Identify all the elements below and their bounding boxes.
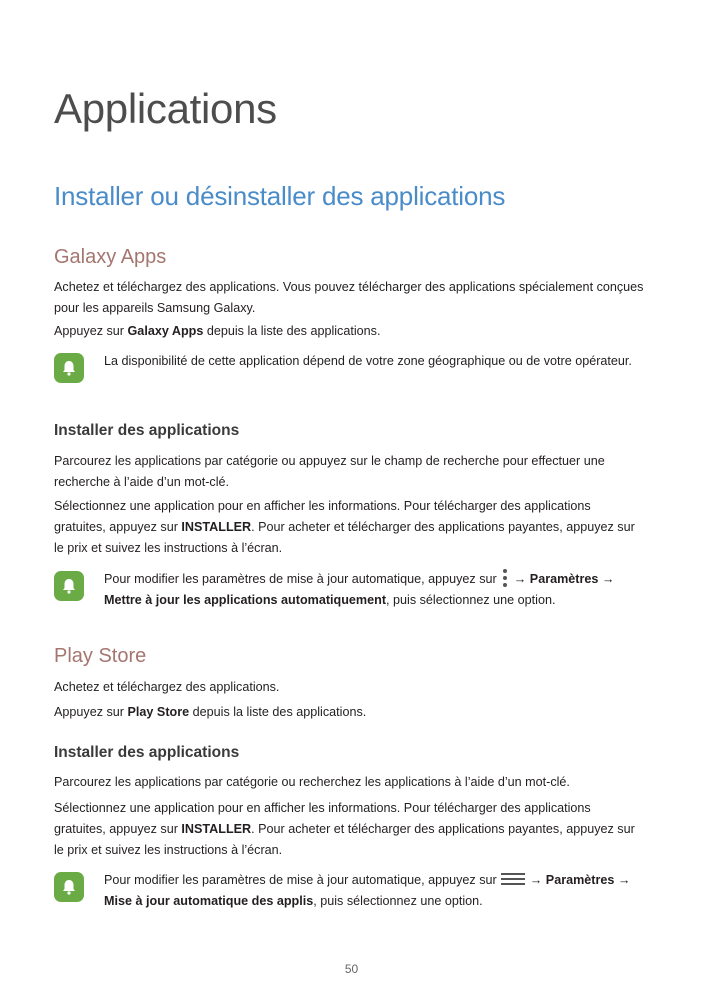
- play-select-paragraph: Sélectionnez une application pour en afficher les informations. Pour télécharger des applications gratuites, appuyez sur INSTALLER. Pour acheter et télécharger des applications payantes, appuyez sur le prix et suivez les instructions à l’écran.: [54, 801, 635, 857]
- more-options-icon: [500, 569, 510, 587]
- install-label: INSTALLER: [181, 822, 252, 836]
- chapter-title: Applications: [54, 85, 277, 132]
- galaxy-install-heading: Installer des applications: [54, 422, 240, 439]
- galaxy-intro-paragraph: Achetez et téléchargez des applications. Vous pouvez télécharger des applications spécialement conçues pour les appareils Samsung Galaxy.: [54, 280, 644, 315]
- play-store-heading: Play Store: [54, 645, 147, 667]
- play-open-paragraph: Appuyez sur Play Store depuis la liste des applications.: [54, 705, 367, 719]
- section-title: Installer ou désinstaller des applications: [54, 181, 506, 211]
- galaxy-select-paragraph: Sélectionnez une application pour en afficher les informations. Pour télécharger des applications gratuites, appuyez sur INSTALLER. Pour acheter et télécharger des applications payantes, appuyez sur le prix et suivez les instructions à l’écran.: [54, 499, 635, 555]
- galaxy-open-paragraph: Appuyez sur Galaxy Apps depuis la liste des applications.: [54, 324, 381, 338]
- note-text: Pour modifier les paramètres de mise à jour automatique, appuyez sur → Paramètres → Mise à jour automatique des applis, puis sélectionnez une option.: [104, 873, 631, 908]
- galaxy-apps-heading: Galaxy Apps: [54, 246, 167, 268]
- play-install-heading: Installer des applications: [54, 744, 240, 761]
- play-browse-paragraph: Parcourez les applications par catégorie ou recherchez les applications à l’aide d’un mot-clé.: [54, 775, 570, 789]
- install-label: INSTALLER: [181, 520, 252, 534]
- page-number: 50: [344, 962, 359, 976]
- bell-icon: [54, 571, 84, 601]
- galaxy-apps-name: Galaxy Apps: [127, 324, 204, 338]
- bell-icon: [54, 353, 84, 383]
- play-update-note: [54, 870, 650, 914]
- play-intro-paragraph: Achetez et téléchargez des applications.: [54, 680, 280, 694]
- menu-icon: [500, 872, 526, 886]
- galaxy-availability-note: [54, 351, 650, 395]
- note-text: La disponibilité de cette application dépend de votre zone géographique ou de votre opérateur.: [104, 354, 632, 368]
- galaxy-browse-paragraph: Parcourez les applications par catégorie ou appuyez sur le champ de recherche pour effectuer une recherche à l’aide d’un mot-clé.: [54, 454, 605, 489]
- bell-icon: [54, 872, 84, 902]
- note-text: Pour modifier les paramètres de mise à jour automatique, appuyez sur → Paramètres → Mettre à jour les applications automatiquement, puis sélectionnez une option.: [104, 569, 644, 611]
- galaxy-update-note: [54, 569, 650, 613]
- play-store-name: Play Store: [127, 705, 190, 719]
